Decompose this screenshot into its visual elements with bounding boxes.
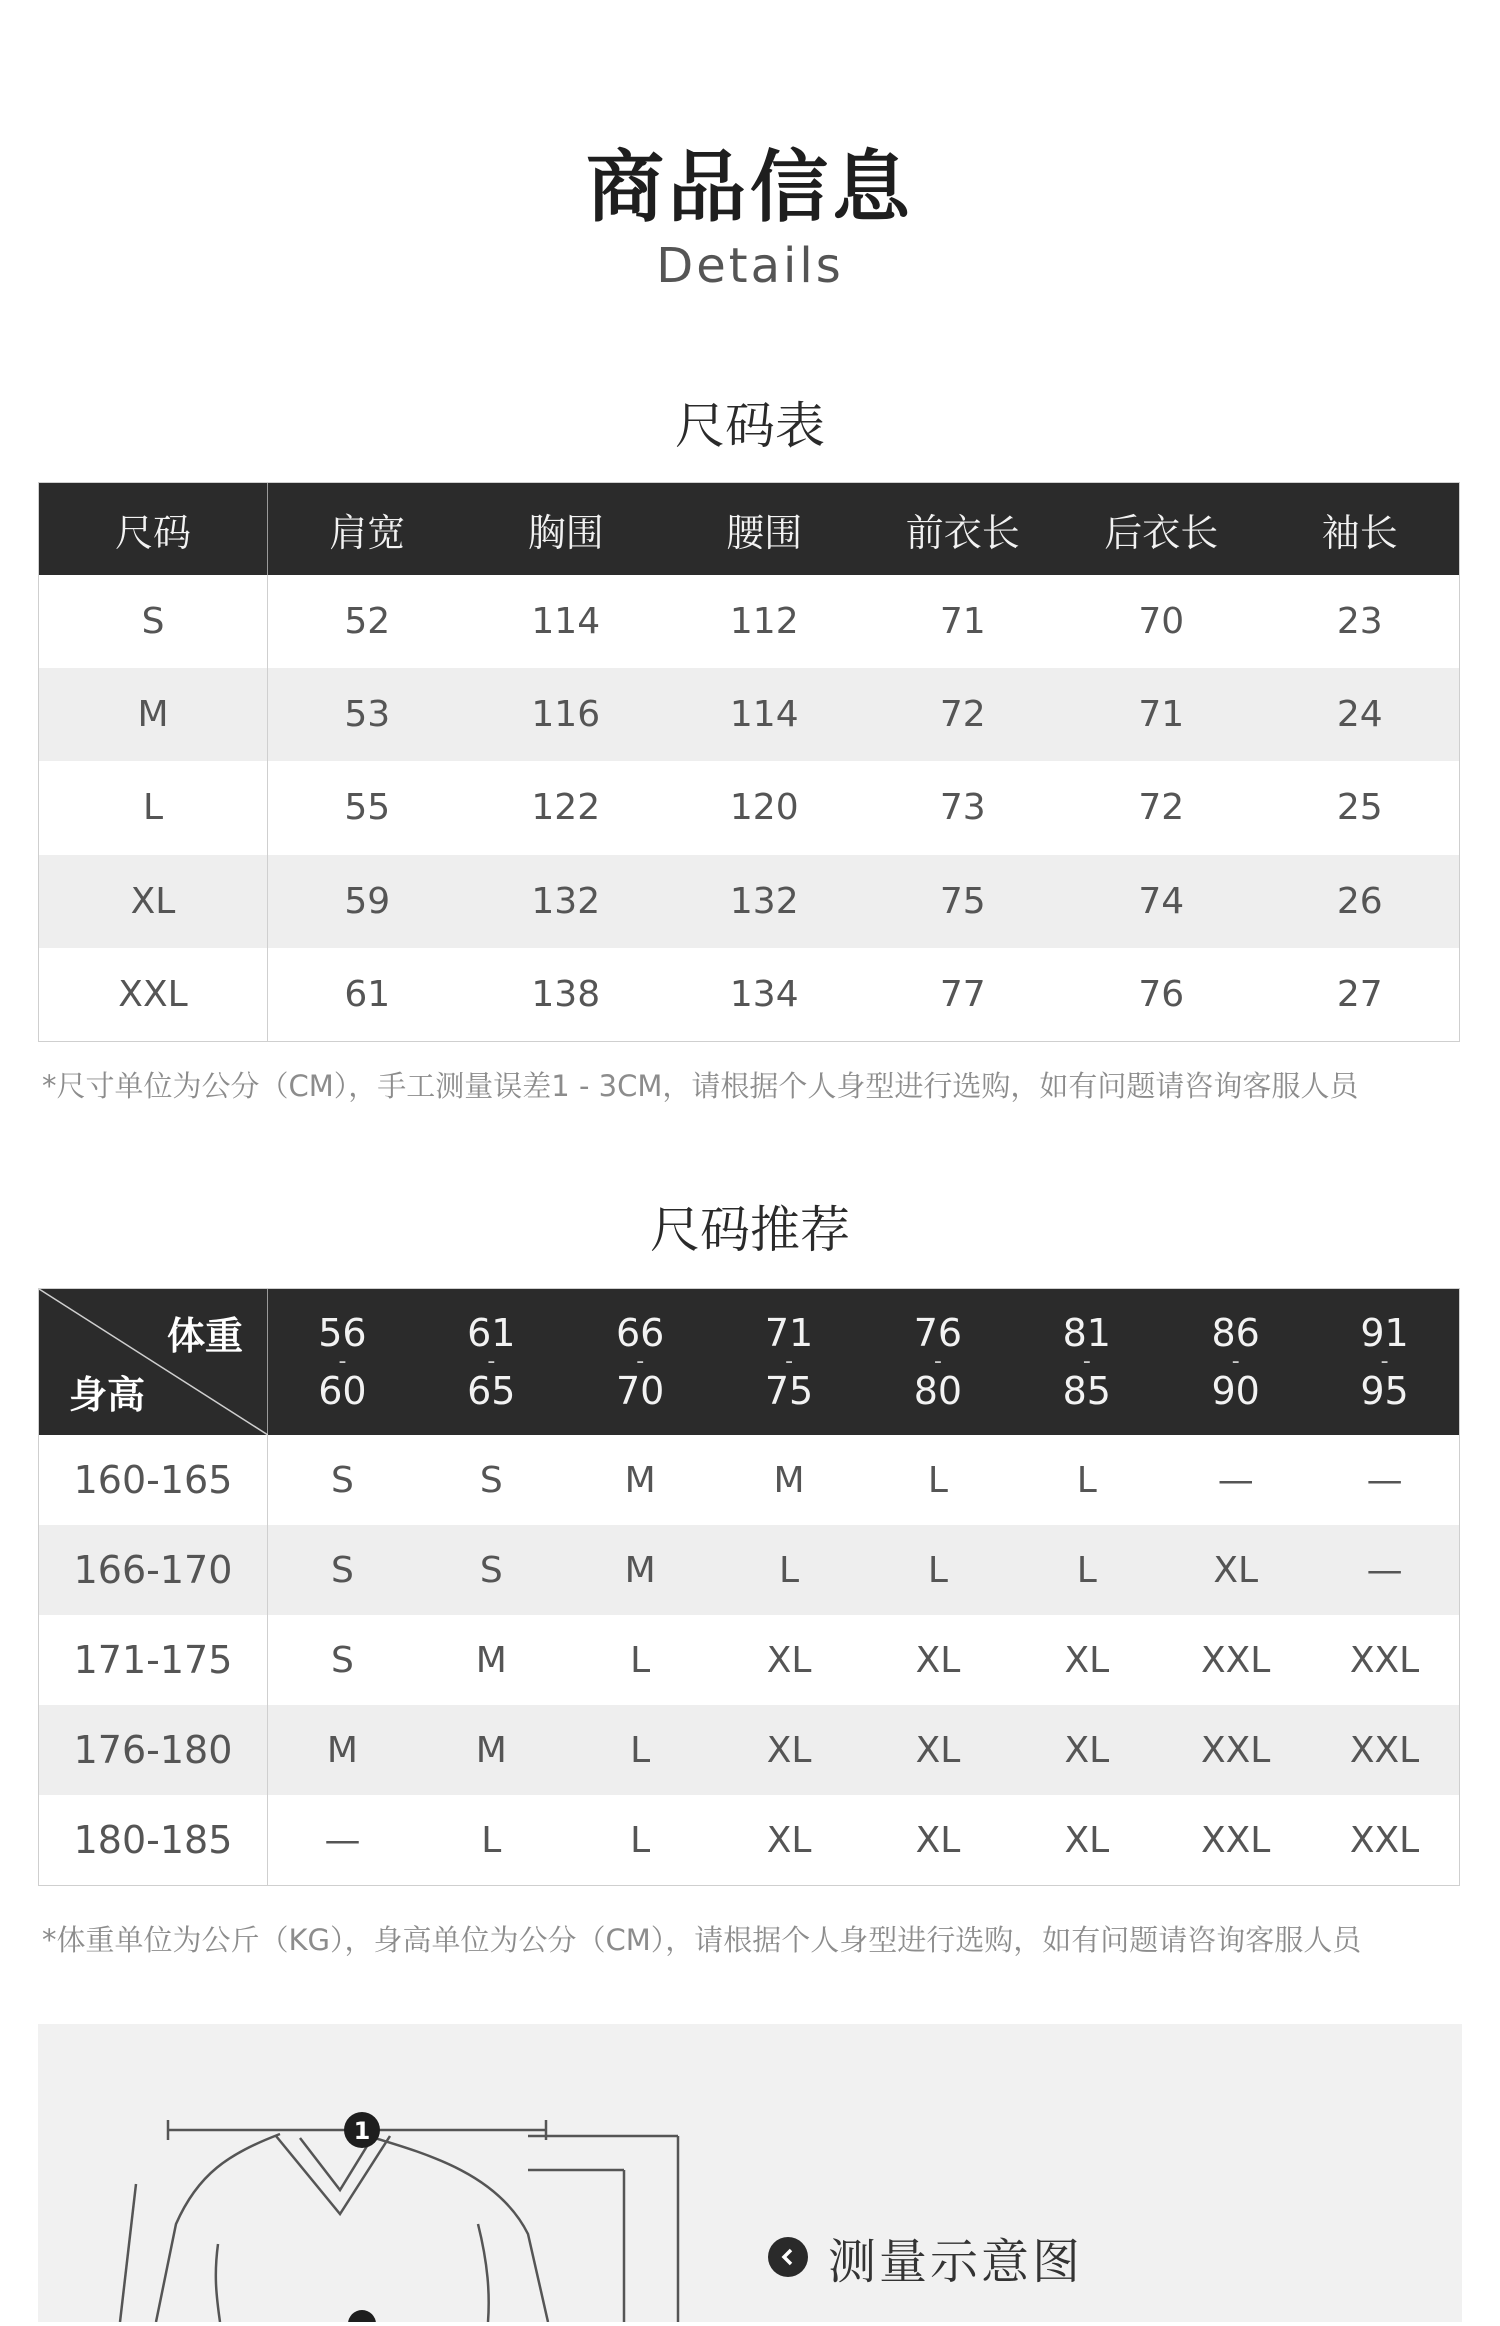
- recommended-size: L: [864, 1525, 1013, 1615]
- weight-range-header: [1161, 1289, 1310, 1435]
- measure-diagram-label: [768, 2222, 1083, 2292]
- weight-separator: -: [785, 1349, 794, 1374]
- table-cell: 74: [1062, 855, 1261, 948]
- table-cell: 72: [1138, 787, 1185, 829]
- weight-from: 81: [1062, 1311, 1111, 1355]
- recommended-size: L: [927, 1459, 948, 1501]
- recommended-size: XL: [864, 1705, 1013, 1795]
- recommended-size: XL: [766, 1819, 812, 1861]
- table-cell: 73: [939, 787, 986, 829]
- weight-range-header: [1310, 1289, 1459, 1435]
- size-chart-title: 尺码表: [675, 397, 825, 455]
- recommended-size: —: [1310, 1525, 1459, 1615]
- table-cell: 114: [531, 601, 601, 643]
- weight-from: 71: [764, 1311, 814, 1355]
- table-cell: 132: [665, 855, 864, 948]
- recommend-title: 尺码推荐: [650, 1201, 850, 1259]
- recommended-size: XL: [1012, 1705, 1161, 1795]
- weight-to: 85: [1062, 1369, 1111, 1413]
- weight-to: 60: [318, 1369, 367, 1413]
- measure-diagram-text: 测量示意图: [828, 2233, 1084, 2290]
- table-cell: 112: [729, 601, 799, 643]
- weight-to: 95: [1360, 1369, 1409, 1413]
- recommended-size: XL: [1064, 1639, 1110, 1681]
- recommended-size: XXL: [1310, 1705, 1459, 1795]
- recommended-size: S: [417, 1525, 566, 1615]
- recommended-size: L: [630, 1639, 651, 1681]
- recommended-size: XL: [915, 1639, 961, 1681]
- column-header: 肩宽: [268, 483, 467, 575]
- page-subtitle: Details: [656, 238, 844, 294]
- recommended-size: M: [773, 1459, 805, 1501]
- weight-range-header: [268, 1289, 417, 1435]
- recommended-size: L: [566, 1705, 715, 1795]
- size-row-label: XL: [39, 855, 268, 948]
- recommended-size: XL: [766, 1639, 812, 1681]
- table-cell: 72: [864, 668, 1063, 761]
- weight-range-header: [864, 1289, 1013, 1435]
- recommended-size: M: [566, 1525, 715, 1615]
- recommended-size: L: [481, 1819, 502, 1861]
- height-range-label: 180-185: [39, 1795, 268, 1885]
- recommend-note: *体重单位为公斤（KG），身高单位为公分（CM），请根据个人身型进行选购，如有问题请咨询客服人员: [42, 1923, 1362, 1957]
- recommended-size: S: [479, 1459, 503, 1501]
- weight-label: 体重: [166, 1314, 243, 1358]
- page-title: 商品信息: [585, 143, 914, 233]
- table-cell: 52: [344, 601, 391, 643]
- table-cell: 24: [1261, 668, 1460, 761]
- weight-separator: -: [636, 1349, 645, 1374]
- recommended-size: L: [715, 1525, 864, 1615]
- table-cell: 77: [939, 973, 986, 1015]
- weight-separator: -: [933, 1349, 942, 1374]
- recommended-size: M: [624, 1459, 656, 1501]
- recommended-size: XL: [1161, 1525, 1310, 1615]
- weight-separator: -: [1082, 1349, 1091, 1374]
- weight-from: 56: [318, 1311, 367, 1355]
- weight-from: 76: [913, 1311, 963, 1355]
- table-cell: 61: [344, 973, 391, 1015]
- height-label: 身高: [69, 1373, 146, 1417]
- table-cell: 114: [665, 668, 864, 761]
- measure-marker-number: 1: [353, 2117, 371, 2145]
- weight-from: 91: [1360, 1311, 1409, 1355]
- recommended-size: XXL: [1200, 1819, 1271, 1861]
- weight-separator: -: [487, 1349, 496, 1374]
- height-range-label: 166-170: [39, 1525, 268, 1615]
- recommended-size: XL: [1064, 1819, 1110, 1861]
- height-range-label: 171-175: [39, 1615, 268, 1705]
- table-cell: 134: [729, 973, 799, 1015]
- table-cell: 53: [268, 668, 467, 761]
- recommended-size: XXL: [1349, 1639, 1420, 1681]
- weight-to: 90: [1211, 1369, 1260, 1413]
- recommended-size: —: [324, 1819, 361, 1861]
- corner-header: [39, 1289, 268, 1435]
- weight-range-header: [566, 1289, 715, 1435]
- recommended-size: L: [1076, 1459, 1097, 1501]
- size-recommend-table: [38, 1288, 1460, 1886]
- weight-separator: -: [1380, 1349, 1389, 1374]
- recommended-size: M: [417, 1705, 566, 1795]
- weight-from: 86: [1211, 1311, 1260, 1355]
- table-cell: 59: [268, 855, 467, 948]
- column-header: 袖长: [1261, 483, 1460, 575]
- table-cell: 132: [467, 855, 666, 948]
- recommended-size: S: [331, 1639, 354, 1681]
- table-cell: 138: [531, 973, 601, 1015]
- height-range-label: 160-165: [39, 1435, 268, 1525]
- weight-to: 70: [616, 1369, 665, 1413]
- weight-separator: -: [1231, 1349, 1240, 1374]
- size-row-label: S: [39, 575, 268, 668]
- column-header: 后衣长: [1062, 483, 1261, 575]
- size-chart-table: [38, 482, 1460, 1042]
- table-cell: 71: [1062, 668, 1261, 761]
- table-cell: 26: [1261, 855, 1460, 948]
- table-cell: 27: [1336, 973, 1383, 1015]
- size-row-label: L: [39, 761, 268, 854]
- recommended-size: L: [630, 1819, 651, 1861]
- column-header: 尺码: [39, 483, 268, 575]
- size-row-label: XXL: [39, 948, 268, 1041]
- weight-to: 80: [913, 1369, 963, 1413]
- recommended-size: M: [268, 1705, 417, 1795]
- size-chart-note: *尺寸单位为公分（CM），手工测量误差1 - 3CM，请根据个人身型进行选购，如有问题请咨询客服人员: [42, 1069, 1359, 1103]
- recommended-size: —: [1217, 1459, 1254, 1501]
- recommended-size: M: [475, 1639, 507, 1681]
- table-cell: 116: [467, 668, 666, 761]
- measurement-diagram-panel: [38, 2024, 1462, 2322]
- table-cell: 122: [531, 787, 601, 829]
- table-cell: 71: [939, 601, 986, 643]
- table-cell: 55: [344, 787, 391, 829]
- weight-to: 75: [764, 1369, 814, 1413]
- weight-from: 61: [467, 1311, 516, 1355]
- garment-sketch: [38, 2024, 738, 2322]
- recommended-size: XL: [915, 1819, 961, 1861]
- recommended-size: XXL: [1161, 1705, 1310, 1795]
- chevron-left-icon: [768, 2237, 808, 2277]
- table-cell: 120: [729, 787, 799, 829]
- weight-separator: -: [338, 1349, 347, 1374]
- weight-range-header: [715, 1289, 864, 1435]
- table-cell: 25: [1336, 787, 1383, 829]
- recommended-size: —: [1366, 1459, 1403, 1501]
- weight-from: 66: [616, 1311, 665, 1355]
- weight-range-header: [1012, 1289, 1161, 1435]
- recommended-size: L: [1012, 1525, 1161, 1615]
- height-range-label: 176-180: [39, 1705, 268, 1795]
- recommended-size: S: [331, 1459, 354, 1501]
- column-header: 胸围: [467, 483, 666, 575]
- column-header: 腰围: [665, 483, 864, 575]
- table-cell: 23: [1336, 601, 1383, 643]
- table-cell: 75: [864, 855, 1063, 948]
- column-header: 前衣长: [864, 483, 1063, 575]
- table-cell: 76: [1138, 973, 1185, 1015]
- weight-range-header: [417, 1289, 566, 1435]
- size-row-label: M: [39, 668, 268, 761]
- table-cell: 70: [1138, 601, 1185, 643]
- recommended-size: S: [268, 1525, 417, 1615]
- recommended-size: XXL: [1349, 1819, 1420, 1861]
- weight-to: 65: [467, 1369, 516, 1413]
- recommended-size: XXL: [1200, 1639, 1271, 1681]
- recommended-size: XL: [715, 1705, 864, 1795]
